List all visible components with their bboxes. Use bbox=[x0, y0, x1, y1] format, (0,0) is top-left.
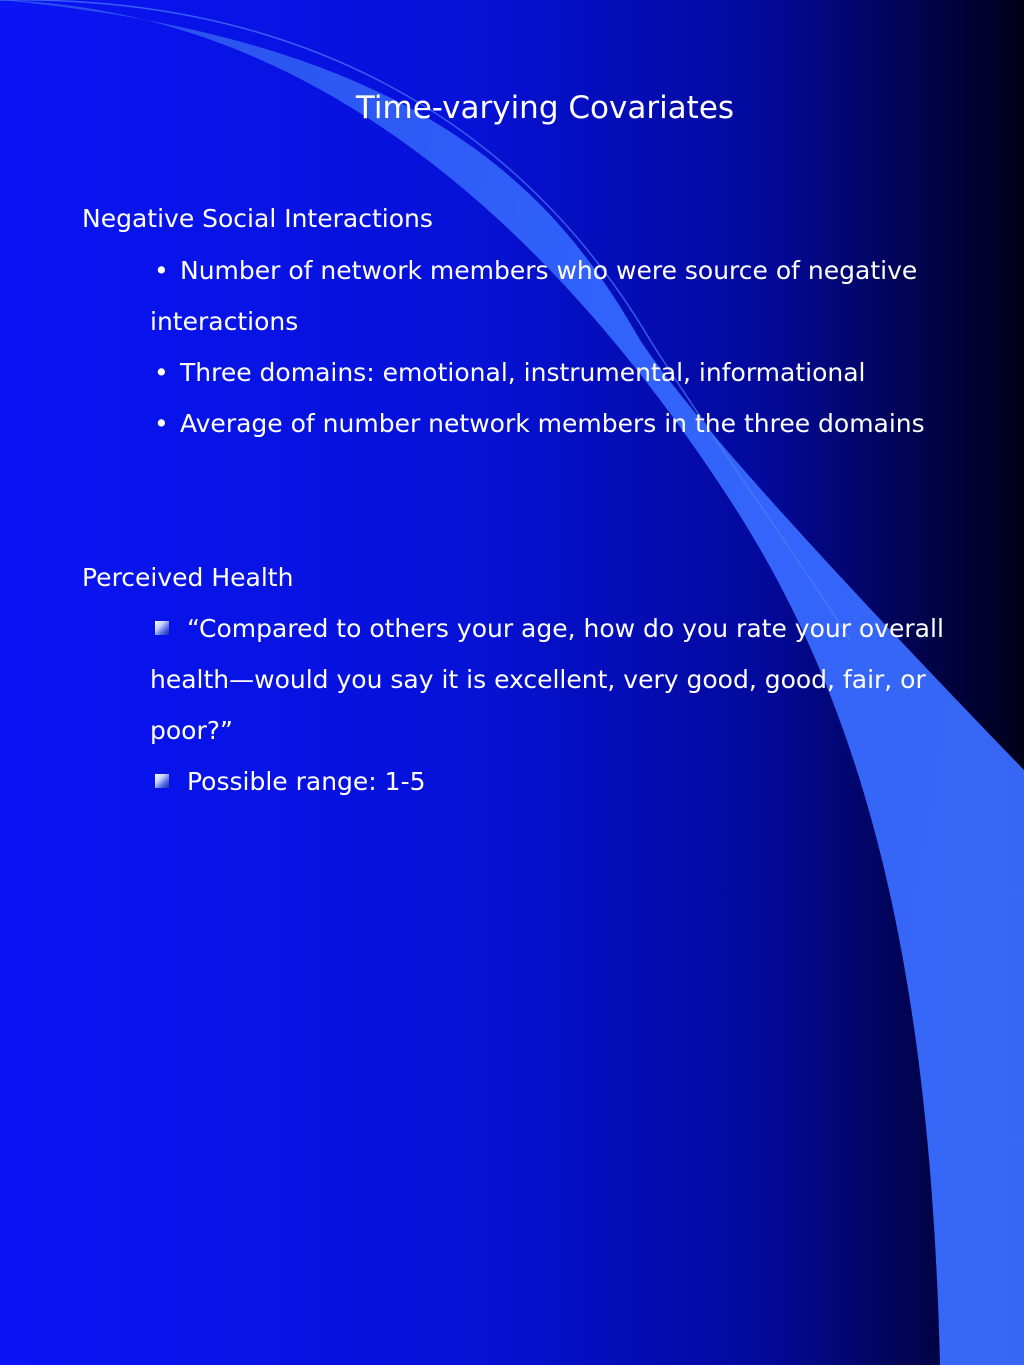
section-heading-negative-social-interactions: Negative Social Interactions bbox=[82, 204, 433, 233]
bullet-text: Possible range: 1-5 bbox=[187, 767, 426, 796]
dot-bullet-icon: • bbox=[154, 256, 169, 285]
dot-bullet-icon: • bbox=[154, 358, 169, 387]
bullet-item bbox=[150, 347, 990, 398]
section-heading-perceived-health: Perceived Health bbox=[82, 563, 294, 592]
dot-bullet-icon: • bbox=[154, 409, 169, 438]
bullet-item bbox=[150, 245, 990, 347]
bullet-text: Number of network members who were source of negative interactions bbox=[150, 256, 918, 336]
bullet-item bbox=[150, 603, 965, 756]
bullet-item bbox=[150, 398, 990, 449]
slide-title: Time-varying Covariates bbox=[355, 90, 735, 126]
bullet-text: Three domains: emotional, instrumental, informational bbox=[180, 358, 866, 387]
bullet-text: Average of number network members in the three domains bbox=[180, 409, 925, 438]
bullet-text: “Compared to others your age, how do you rate your overall health—would you say it is excellent, very good, good, fair, or poor?” bbox=[150, 614, 944, 745]
square-bullet-icon bbox=[155, 774, 169, 788]
square-bullet-icon bbox=[155, 621, 169, 635]
bullet-item bbox=[150, 756, 990, 807]
